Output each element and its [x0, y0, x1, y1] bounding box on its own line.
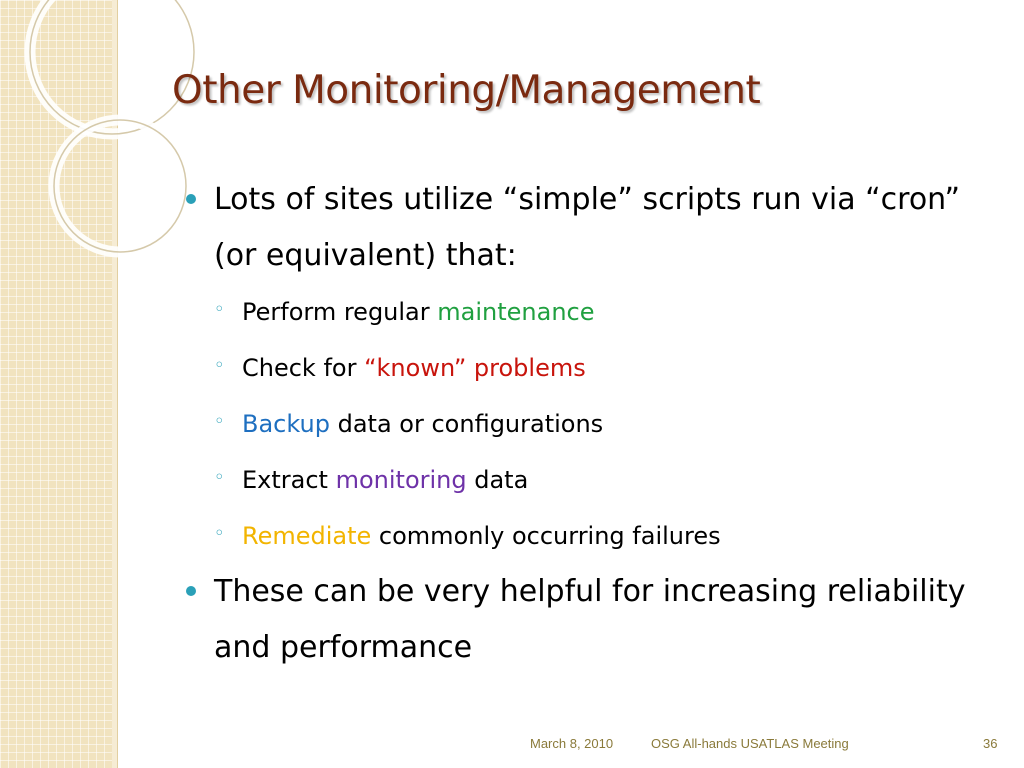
- sub-bullet-prefix: Extract: [242, 466, 336, 494]
- bullet-ring-icon: ◦: [214, 299, 225, 320]
- sub-bullet-item: [182, 508, 982, 564]
- bullet-item: [182, 564, 982, 676]
- bullet-text: These can be very helpful for increasing reliability and performance: [214, 574, 966, 665]
- sub-bullet-prefix: Check for: [242, 354, 365, 382]
- bullet-dot-icon: [186, 586, 196, 596]
- slide-title: Other Monitoring/Management: [172, 68, 761, 113]
- bullet-ring-icon: ◦: [214, 523, 225, 544]
- slide-content: [182, 172, 982, 676]
- bullet-ring-icon: ◦: [214, 467, 225, 488]
- sub-bullet-suffix: commonly occurring failures: [371, 522, 721, 550]
- sub-bullet-item: [182, 452, 982, 508]
- sub-bullet-item: [182, 284, 982, 340]
- sub-bullet-suffix: data: [466, 466, 529, 494]
- decorative-circles: [0, 0, 200, 300]
- sub-bullet-prefix: Perform regular: [242, 298, 438, 326]
- bullet-item: [182, 172, 982, 284]
- sub-bullet-item: [182, 396, 982, 452]
- sub-bullet-highlight: monitoring: [335, 466, 467, 494]
- footer-event: OSG All-hands USATLAS Meeting: [651, 736, 849, 751]
- bullet-text: Lots of sites utilize “simple” scripts run via “cron” (or equivalent) that:: [214, 182, 961, 273]
- bullet-ring-icon: ◦: [214, 411, 225, 432]
- sub-bullet-suffix: data or configurations: [329, 410, 604, 438]
- sub-bullet-highlight: Remediate: [242, 522, 372, 550]
- bullet-dot-icon: [186, 194, 196, 204]
- sub-bullet-item: [182, 340, 982, 396]
- footer-date: March 8, 2010: [530, 736, 614, 751]
- footer-page-number: 36: [983, 736, 998, 751]
- sub-bullet-highlight: “known” problems: [364, 354, 586, 382]
- sub-bullet-highlight: Backup: [242, 410, 330, 438]
- sub-bullet-highlight: maintenance: [437, 298, 595, 326]
- bullet-ring-icon: ◦: [214, 355, 225, 376]
